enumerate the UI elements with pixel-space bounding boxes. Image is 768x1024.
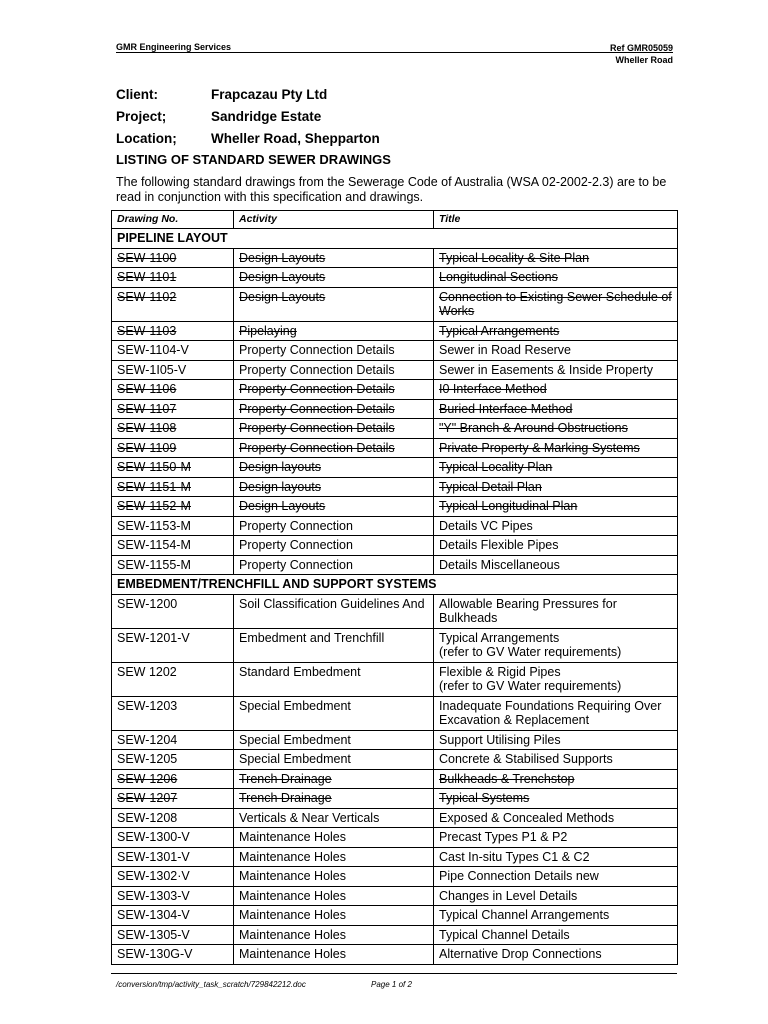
activity-cell [234, 341, 434, 361]
table-row [112, 497, 678, 517]
title-cell [434, 419, 678, 439]
section-heading-row [112, 575, 678, 595]
drawing-number-cell [112, 867, 234, 887]
title-cell-text: Typical Channel Details [439, 927, 570, 942]
table-row [112, 380, 678, 400]
table-row [112, 945, 678, 965]
title-cell [434, 477, 678, 497]
title-cell-text: I0 Interface Method [439, 382, 547, 396]
title-cell [434, 268, 678, 288]
drawing-number-cell [112, 536, 234, 556]
drawing-number-cell-text: SEW-1106 [117, 382, 177, 396]
project-label: Project; [116, 109, 167, 124]
drawing-number-cell [112, 458, 234, 478]
activity-cell-text: Design layouts [239, 460, 321, 474]
drawing-number-cell-text: SEW-1155-M [117, 557, 191, 572]
title-cell [434, 906, 678, 926]
drawing-number-cell [112, 438, 234, 458]
activity-cell [234, 536, 434, 556]
activity-cell [234, 867, 434, 887]
table-row [112, 248, 678, 268]
table-row [112, 828, 678, 848]
title-cell-text: Typical Channel Arrangements [439, 908, 610, 922]
drawing-number-cell [112, 769, 234, 789]
section-heading-row [112, 229, 678, 249]
table-row [112, 419, 678, 439]
activity-cell-text: Property Connection [239, 518, 353, 533]
activity-cell-text: Trench Drainage [239, 791, 332, 805]
drawing-number-cell-text: SEW-1305-V [117, 927, 190, 942]
table-row [112, 662, 678, 696]
activity-cell [234, 925, 434, 945]
table-row [112, 769, 678, 789]
activity-cell [234, 399, 434, 419]
table-row [112, 696, 678, 730]
table-row [112, 287, 678, 321]
page-title: LISTING OF STANDARD SEWER DRAWINGS [116, 152, 391, 167]
document-reference [610, 42, 673, 66]
activity-cell-text: Maintenance Holes [239, 908, 347, 922]
table-row [112, 808, 678, 828]
drawing-number-cell [112, 906, 234, 926]
activity-cell [234, 696, 434, 730]
column-header-activity: Activity [234, 211, 434, 229]
title-cell [434, 789, 678, 809]
activity-cell [234, 828, 434, 848]
activity-cell-text: Maintenance Holes [239, 927, 347, 942]
activity-cell [234, 248, 434, 268]
activity-cell-text: Special Embedment [239, 698, 351, 713]
client-row [116, 86, 380, 108]
drawing-number-cell [112, 730, 234, 750]
table-row [112, 399, 678, 419]
table-row [112, 628, 678, 662]
drawing-number-cell [112, 925, 234, 945]
drawing-number-cell-text: SEW-1107 [117, 401, 177, 416]
activity-cell-text: Design layouts [239, 479, 321, 494]
title-cell [434, 730, 678, 750]
drawing-number-cell [112, 945, 234, 965]
activity-cell-text: Special Embedment [239, 732, 351, 747]
title-cell-text: Cast In-situ Types C1 & C2 [439, 849, 590, 864]
table-row [112, 477, 678, 497]
activity-cell [234, 769, 434, 789]
project-info [116, 86, 380, 152]
table-row [112, 516, 678, 536]
activity-cell [234, 497, 434, 517]
drawing-number-cell-text: SEW-1207 [117, 791, 178, 805]
drawing-number-cell-text: SEW-1208 [117, 810, 178, 825]
title-cell-text: Changes in Level Details [439, 888, 578, 903]
title-cell [434, 847, 678, 867]
title-cell-text: Typical Arrangements [439, 323, 560, 338]
activity-cell [234, 477, 434, 497]
title-cell [434, 497, 678, 517]
activity-cell-text: Maintenance Holes [239, 888, 347, 903]
title-cell-text: Connection to Existing Sewer Schedule of Works [439, 289, 672, 318]
drawing-number-cell [112, 248, 234, 268]
drawing-number-cell-text: SEW-1301-V [117, 849, 190, 864]
drawing-number-cell [112, 380, 234, 400]
location-value: Wheller Road, Shepparton [211, 131, 380, 146]
drawings-table [111, 210, 678, 965]
drawing-number-cell-text: SEW-1206 [117, 771, 178, 786]
activity-cell [234, 628, 434, 662]
activity-cell-text: Special Embedment [239, 752, 351, 766]
drawing-number-cell-text: SEW-1304-V [117, 908, 190, 922]
activity-cell [234, 458, 434, 478]
title-cell-text: Flexible & Rigid Pipes (refer to GV Water requirements) [439, 664, 622, 693]
table-row [112, 750, 678, 770]
activity-cell [234, 380, 434, 400]
activity-cell [234, 789, 434, 809]
drawing-number-cell [112, 419, 234, 439]
title-cell [434, 458, 678, 478]
activity-cell-text: Design Layouts [239, 250, 326, 265]
drawing-number-cell [112, 555, 234, 575]
drawing-number-cell-text: SEW-1151-M [117, 479, 191, 494]
title-cell [434, 886, 678, 906]
column-header-title: Title [434, 211, 678, 229]
table-row [112, 458, 678, 478]
activity-cell [234, 360, 434, 380]
drawing-number-cell-text: SEW-1303-V [117, 888, 190, 903]
title-cell-text: "Y" Branch & Around Obstructions [439, 421, 628, 435]
title-cell-text: Inadequate Foundations Requiring Over Excavation & Replacement [439, 698, 662, 727]
title-cell [434, 536, 678, 556]
header-divider [116, 52, 673, 53]
drawing-number-cell-text: SEW-1205 [117, 752, 178, 766]
activity-cell-text: Trench Drainage [239, 771, 332, 786]
location-row [116, 130, 380, 152]
title-cell [434, 341, 678, 361]
footer-divider [111, 973, 677, 974]
title-cell [434, 516, 678, 536]
title-cell-text: Typical Systems [439, 791, 530, 805]
activity-cell-text: Design Layouts [239, 499, 326, 513]
drawing-number-cell-text: SEW-1101 [117, 270, 177, 284]
drawing-number-cell [112, 594, 234, 628]
title-cell [434, 399, 678, 419]
drawing-number-cell [112, 268, 234, 288]
activity-cell [234, 730, 434, 750]
activity-cell [234, 287, 434, 321]
table-row [112, 321, 678, 341]
title-cell-text: Pipe Connection Details new [439, 869, 599, 883]
activity-cell-text: Property Connection [239, 538, 353, 552]
drawing-number-cell-text: SEW 1202 [117, 664, 177, 679]
table-row [112, 906, 678, 926]
drawing-number-cell-text: SEW-1302·V [117, 869, 190, 883]
drawing-number-cell-text: SEW-1108 [117, 421, 177, 435]
drawing-number-cell [112, 497, 234, 517]
drawing-number-cell-text: SEW-130G-V [117, 947, 193, 961]
drawing-number-cell-text: SEW-1201-V [117, 630, 190, 645]
table-row [112, 886, 678, 906]
table-row [112, 925, 678, 945]
table-header-row [112, 211, 678, 229]
drawing-number-cell [112, 808, 234, 828]
title-cell-text: Details Miscellaneous [439, 557, 560, 572]
title-cell [434, 867, 678, 887]
project-value: Sandridge Estate [211, 109, 322, 124]
drawing-number-cell [112, 341, 234, 361]
title-cell [434, 628, 678, 662]
reference-number: Ref GMR05059 [609, 43, 673, 53]
title-cell [434, 380, 678, 400]
footer-file-path: /conversion/tmp/activity_task_scratch/729842212.doc [116, 980, 306, 989]
activity-cell [234, 886, 434, 906]
title-cell-text: Typical Locality Plan [439, 460, 553, 474]
table-row [112, 268, 678, 288]
activity-cell [234, 594, 434, 628]
client-label: Client: [116, 87, 158, 102]
drawing-number-cell-text: SEW-1300-V [117, 830, 190, 844]
title-cell [434, 808, 678, 828]
activity-cell [234, 268, 434, 288]
title-cell-text: Concrete & Stabilised Supports [439, 752, 613, 766]
title-cell-text: Support Utilising Piles [439, 732, 561, 747]
drawing-number-cell-text: SEW-1152-M [117, 499, 191, 513]
drawing-number-cell [112, 828, 234, 848]
footer-page-number: Page 1 of 2 [371, 980, 412, 989]
activity-cell-text: Design Layouts [239, 289, 326, 304]
table-body [112, 229, 678, 965]
column-header-drawing-no: Drawing No. [112, 211, 234, 229]
activity-cell [234, 906, 434, 926]
drawing-number-cell-text: SEW-1154-M [117, 538, 191, 552]
title-cell-text: Sewer in Easements & Inside Property [439, 362, 653, 377]
activity-cell [234, 516, 434, 536]
reference-road: Wheller Road [615, 55, 673, 65]
activity-cell-text: Design Layouts [239, 270, 326, 284]
title-cell-text: Alternative Drop Connections [439, 947, 602, 961]
drawing-number-cell-text: SEW-1153-M [117, 518, 191, 533]
activity-cell [234, 750, 434, 770]
drawing-number-cell-text: SEW-1100 [117, 250, 177, 265]
title-cell-text: Private Property & Marking Systems [439, 440, 640, 455]
intro-paragraph: The following standard drawings from the Sewerage Code of Australia (WSA 02-2002-2.3) are to be read in conjunction with this specification and drawings. [116, 175, 667, 204]
drawing-number-cell-text: SEW-1150-M [117, 460, 191, 474]
client-value: Frapcazau Pty Ltd [211, 87, 328, 102]
drawing-number-cell-text: SEW-1103 [117, 323, 177, 338]
title-cell [434, 360, 678, 380]
company-name: GMR Engineering Services [116, 42, 232, 52]
activity-cell-text: Maintenance Holes [239, 830, 347, 844]
title-cell [434, 945, 678, 965]
title-cell [434, 925, 678, 945]
title-cell [434, 769, 678, 789]
title-cell [434, 662, 678, 696]
drawing-number-cell-text: SEW-1204 [117, 732, 178, 747]
activity-cell-text: Soil Classification Guidelines And [239, 596, 425, 611]
title-cell-text: Sewer in Road Reserve [439, 343, 572, 357]
activity-cell-text: Property Connection Details [239, 421, 395, 435]
drawing-number-cell-text: SEW-1I05-V [117, 362, 187, 377]
location-label: Location; [116, 131, 177, 146]
activity-cell-text: Pipelaying [239, 323, 297, 338]
activity-cell [234, 419, 434, 439]
section-heading: EMBEDMENT/TRENCHFILL AND SUPPORT SYSTEMS [112, 575, 678, 595]
activity-cell [234, 662, 434, 696]
table-row [112, 438, 678, 458]
drawing-number-cell-text: SEW-1200 [117, 596, 178, 611]
drawing-number-cell-text: SEW-1104-V [117, 343, 189, 357]
activity-cell-text: Property Connection Details [239, 362, 395, 377]
table-row [112, 555, 678, 575]
section-heading: PIPELINE LAYOUT [112, 229, 678, 249]
table-row [112, 867, 678, 887]
drawing-number-cell [112, 321, 234, 341]
drawing-number-cell [112, 847, 234, 867]
project-row [116, 108, 380, 130]
activity-cell [234, 321, 434, 341]
title-cell-text: Bulkheads & Trenchstop [439, 771, 575, 786]
drawing-number-cell-text: SEW-1102 [117, 289, 177, 304]
drawing-number-cell [112, 750, 234, 770]
activity-cell-text: Maintenance Holes [239, 869, 347, 883]
title-cell [434, 750, 678, 770]
title-cell-text: Typical Longitudinal Plan [439, 499, 578, 513]
table-row [112, 594, 678, 628]
drawing-number-cell [112, 696, 234, 730]
table-row [112, 360, 678, 380]
drawing-number-cell [112, 628, 234, 662]
title-cell-text: Details Flexible Pipes [439, 538, 559, 552]
title-cell-text: Exposed & Concealed Methods [439, 810, 615, 825]
activity-cell-text: Property Connection Details [239, 382, 395, 396]
drawing-number-cell [112, 399, 234, 419]
drawing-number-cell [112, 662, 234, 696]
table-row [112, 341, 678, 361]
title-cell [434, 321, 678, 341]
table-row [112, 730, 678, 750]
title-cell-text: Typical Arrangements (refer to GV Water requirements) [439, 630, 622, 659]
drawing-number-cell [112, 516, 234, 536]
activity-cell-text: Property Connection Details [239, 440, 395, 455]
activity-cell [234, 945, 434, 965]
title-cell [434, 248, 678, 268]
title-cell [434, 438, 678, 458]
title-cell [434, 696, 678, 730]
title-cell [434, 594, 678, 628]
title-cell [434, 555, 678, 575]
title-cell [434, 287, 678, 321]
drawing-number-cell [112, 789, 234, 809]
activity-cell-text: Maintenance Holes [239, 849, 347, 864]
activity-cell-text: Property Connection Details [239, 343, 395, 357]
table-row [112, 847, 678, 867]
activity-cell [234, 438, 434, 458]
title-cell-text: Buried Interface Method [439, 401, 573, 416]
drawing-number-cell [112, 477, 234, 497]
table-row [112, 789, 678, 809]
activity-cell-text: Verticals & Near Verticals [239, 810, 380, 825]
title-cell-text: Typical Detail Plan [439, 479, 542, 494]
activity-cell-text: Property Connection Details [239, 401, 395, 416]
title-cell-text: Typical Locality & Site Plan [439, 250, 590, 265]
drawing-number-cell-text: SEW-1109 [117, 440, 177, 455]
drawing-number-cell [112, 360, 234, 380]
activity-cell-text: Maintenance Holes [239, 947, 347, 961]
activity-cell-text: Property Connection [239, 557, 353, 572]
drawing-number-cell [112, 886, 234, 906]
activity-cell [234, 808, 434, 828]
activity-cell [234, 555, 434, 575]
activity-cell-text: Embedment and Trenchfill [239, 630, 385, 645]
activity-cell-text: Standard Embedment [239, 664, 361, 679]
title-cell-text: Allowable Bearing Pressures for Bulkheads [439, 596, 617, 625]
activity-cell [234, 847, 434, 867]
title-cell-text: Details VC Pipes [439, 518, 533, 533]
title-cell-text: Precast Types P1 & P2 [439, 830, 568, 844]
drawing-number-cell [112, 287, 234, 321]
table-row [112, 536, 678, 556]
title-cell-text: Longitudinal Sections [439, 270, 558, 284]
drawing-number-cell-text: SEW-1203 [117, 698, 178, 713]
title-cell [434, 828, 678, 848]
